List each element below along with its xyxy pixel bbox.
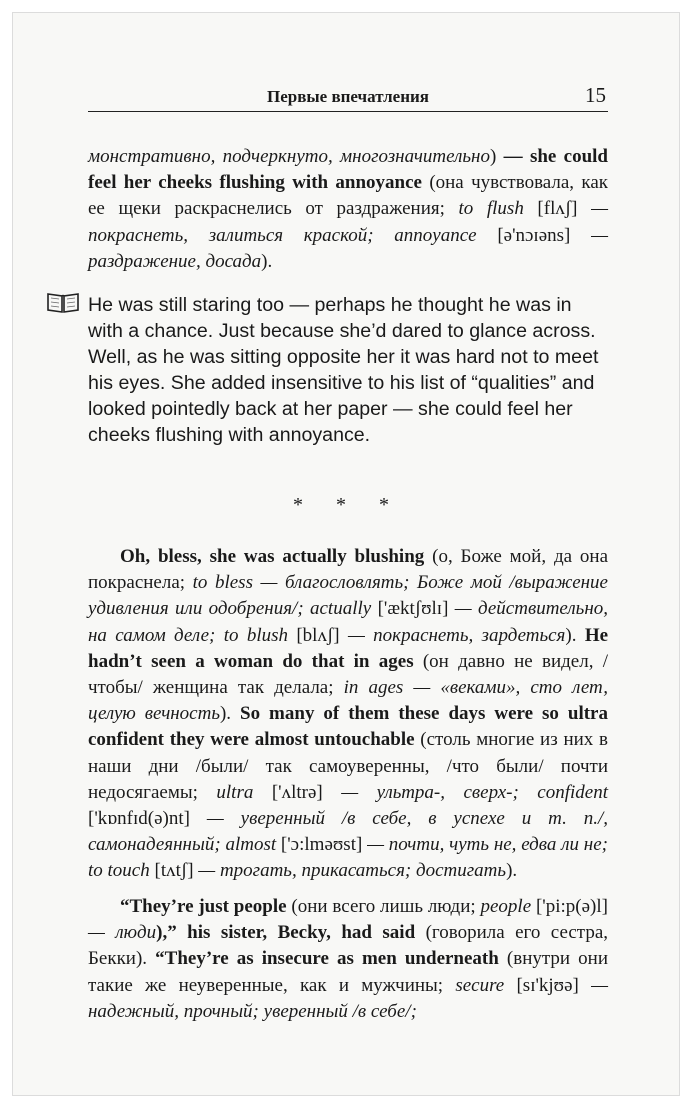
text-run: (о, Боже мой, да она покраснела; <box>88 546 608 594</box>
gloss-paragraph-2 <box>88 544 608 885</box>
text-run: [ə'nɔɪəns] <box>476 224 592 246</box>
text-run: ['kɒnfɪd(ə)nt] <box>88 808 207 830</box>
text-run: (они всего лишь люди; <box>286 896 481 917</box>
text-run: — трогать, прикасаться; достигать <box>198 860 507 882</box>
text-run: (столь многие из них в наши дни /были/ так самоуверенны, /что были/ почти недосягаемы; <box>88 729 608 803</box>
text-run: — ультра-, сверх-; confident <box>341 781 608 803</box>
text-run: “They’re just people <box>120 896 287 917</box>
text-run: — надежный, прочный; уверенный /в себе/; <box>88 974 609 1022</box>
text-run: (он давно не видел, /чтобы/ женщина так делала; <box>88 650 608 699</box>
text-run: [sɪ'kjʊə] <box>504 974 592 996</box>
text-run: ['æktʃʊlɪ] <box>371 598 455 620</box>
text-run: ). <box>261 250 273 272</box>
text-run: in ages — «веками», сто лет, целую вечность <box>88 677 608 725</box>
text-run: ). <box>506 860 518 882</box>
text-run: (говорила его сестра, Бекки). <box>88 922 609 970</box>
text-run: монстративно, подчеркнуто, многозначительно <box>88 146 490 167</box>
text-run: Oh, bless, she was actually blushing <box>120 546 425 567</box>
text-run: — уверенный /в себе, в успехе и т. п./, самонадеянный; almost <box>88 808 608 856</box>
text-run: (она чувствовала, как ее щеки раскраснелись от раздражения; <box>88 172 608 220</box>
text-run: (внутри они такие же неуверенные, как и мужчины; <box>88 948 608 996</box>
text-run: ['pi:p(ə)l] <box>531 896 608 917</box>
text-run: [blʌʃ] <box>288 624 348 646</box>
running-header <box>88 85 608 112</box>
text-run: — раздражение, досада <box>88 224 608 272</box>
english-text: He was still staring too — perhaps he thought he was in with a chance. Just because she’d dared to glance across. Well, as he was sitting opposite her it was hard not to meet his eyes. She added insensitive to his list of “qualities” and looked pointedly back at her paper — she could feel her cheeks flushing with annoyance. <box>88 294 599 446</box>
text-run: — she could feel her cheeks flushing with annoyance <box>88 146 608 194</box>
open-book-icon <box>46 292 80 314</box>
text-run: ['ɔ:lməʊst] <box>276 834 368 856</box>
text-run: secure <box>455 974 505 996</box>
text-run: to flush <box>458 198 524 220</box>
gloss-paragraph-3 <box>88 894 608 1025</box>
text-run: “They’re as insecure as men underneath <box>155 948 499 970</box>
gloss-paragraph-1 <box>88 144 608 275</box>
text-run: ['ʌltrə] <box>253 781 342 803</box>
text-run: his sister, Becky, had said <box>187 922 416 944</box>
text-run: So many of them these days were so ultra confident they were almost untouchable <box>88 703 608 751</box>
text-run: [tʌtʃ] <box>149 860 199 882</box>
chapter-title: Первые впечатления <box>266 87 429 106</box>
section-separator: * * * <box>293 494 403 516</box>
text-run: — покраснеть, залиться краской; annoyance <box>88 198 608 246</box>
text-run: ). <box>219 703 241 725</box>
text-run: ) <box>489 146 504 167</box>
text-run: ultra <box>216 781 254 803</box>
text-run: — почти, чуть не, едва ли не; to touch <box>88 834 608 882</box>
text-run: [flʌʃ] <box>523 198 592 220</box>
text-run: people <box>480 896 532 917</box>
text-run: — действительно, на самом деле; to blush <box>88 598 608 646</box>
text-run: to bless — благословлять; Боже мой /выражение удивления или одобрения/; actually <box>88 572 608 620</box>
text-run: — покраснеть, зардеться <box>347 624 566 646</box>
text-run: — люди <box>88 922 157 944</box>
text-run: He hadn’t seen a woman do that in ages <box>88 624 609 672</box>
page-number: 15 <box>585 83 606 107</box>
text-run: ). <box>565 624 585 646</box>
text-run: ),” <box>156 922 188 944</box>
